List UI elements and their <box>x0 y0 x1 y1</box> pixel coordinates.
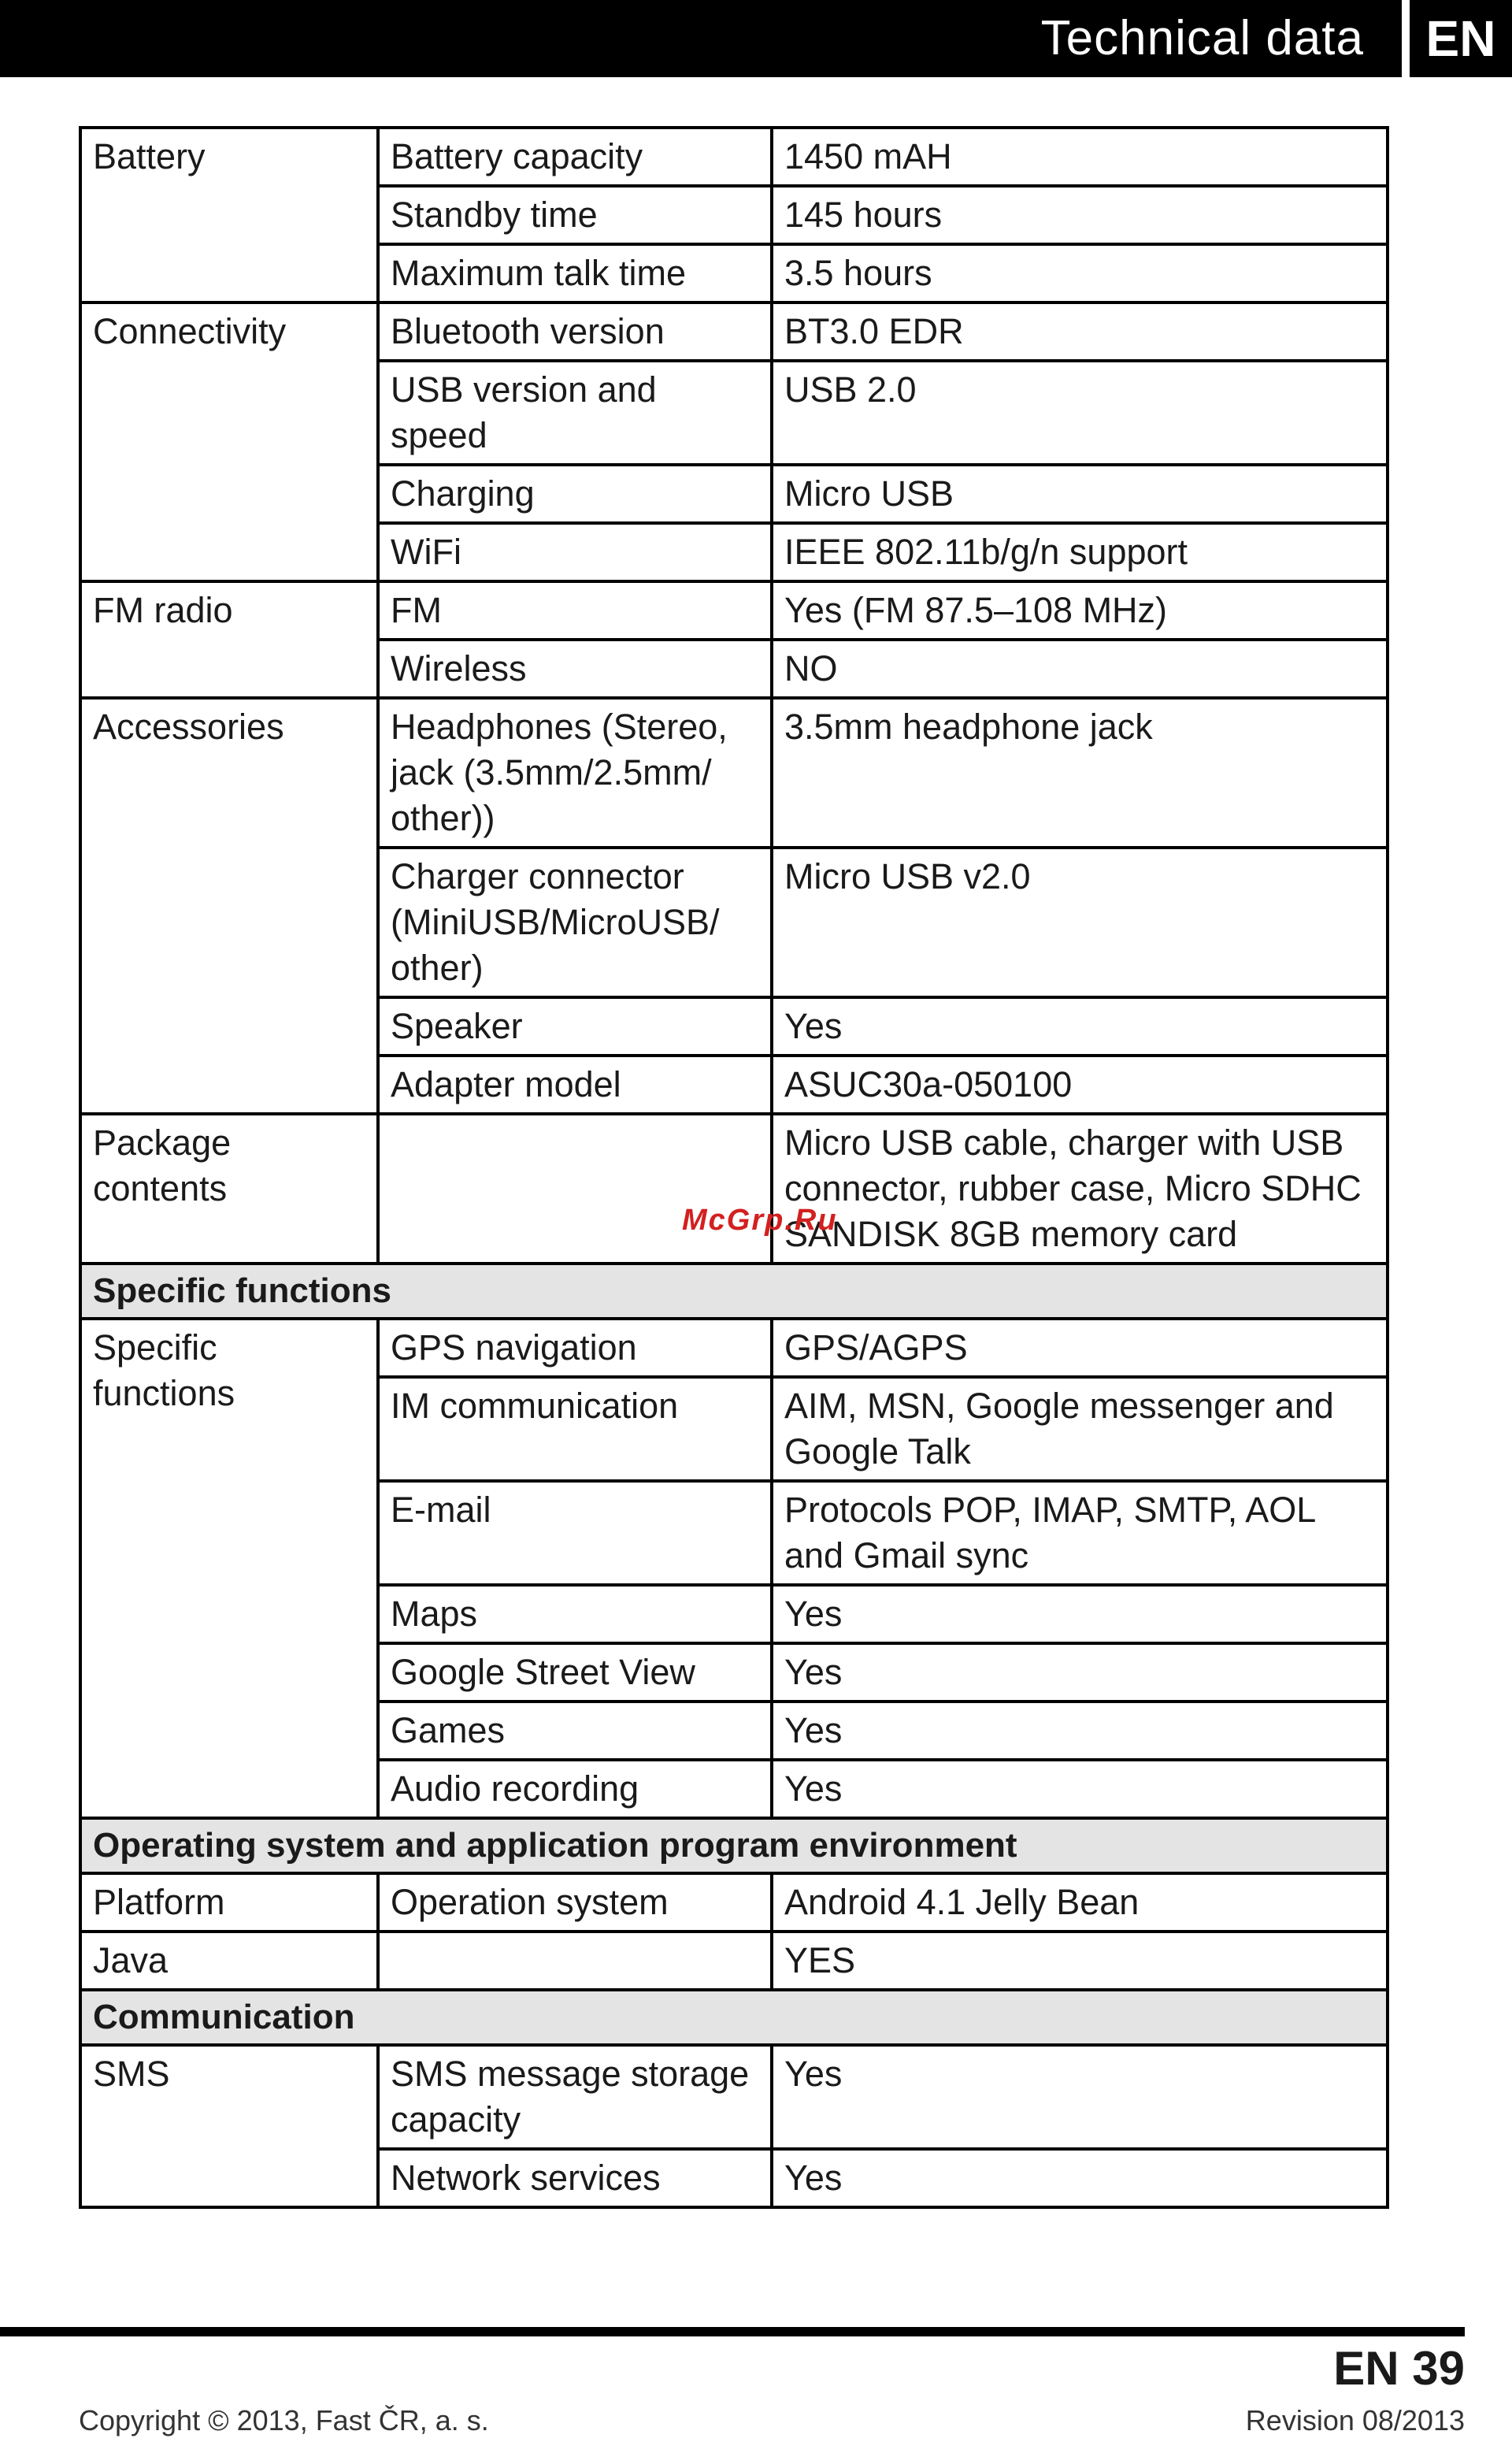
value-cell: AIM, MSN, Google messenger and Google Talk <box>772 1377 1388 1481</box>
category-cell: FM radio <box>80 581 378 698</box>
value-cell: ASUC30a-050100 <box>772 1056 1388 1114</box>
category-cell: Specific functions <box>80 1319 378 1818</box>
value-cell: GPS/AGPS <box>772 1319 1388 1377</box>
section-header-row <box>80 1990 1388 2045</box>
value-cell: Micro USB cable, charger with USB connector, rubber case, Micro SDHC SANDISK 8GB memory card <box>772 1114 1388 1264</box>
param-cell: IM communication <box>378 1377 772 1481</box>
header-bar <box>0 0 1402 77</box>
value-cell: Yes <box>772 1760 1388 1818</box>
param-cell: FM <box>378 581 772 640</box>
category-cell: SMS <box>80 2045 378 2207</box>
param-cell: USB version and speed <box>378 361 772 465</box>
param-cell: Network services <box>378 2149 772 2207</box>
category-cell: Platform <box>80 1873 378 1932</box>
param-cell <box>378 1114 772 1264</box>
param-cell: Wireless <box>378 640 772 698</box>
value-cell: 1450 mAH <box>772 128 1388 186</box>
value-cell: Yes <box>772 2045 1388 2149</box>
section-header: Communication <box>80 1990 1388 2045</box>
param-cell: Battery capacity <box>378 128 772 186</box>
section-header: Operating system and application program environment <box>80 1818 1388 1873</box>
param-cell: Maximum talk time <box>378 244 772 302</box>
value-cell: YES <box>772 1932 1388 1990</box>
value-cell: USB 2.0 <box>772 361 1388 465</box>
param-cell: Operation system <box>378 1873 772 1932</box>
watermark: McGrp.Ru <box>682 1204 838 1237</box>
value-cell: Yes (FM 87.5–108 MHz) <box>772 581 1388 640</box>
param-cell: WiFi <box>378 523 772 581</box>
param-cell: SMS message storage capacity <box>378 2045 772 2149</box>
param-cell <box>378 1932 772 1990</box>
param-cell: Google Street View <box>378 1643 772 1702</box>
value-cell: Micro USB <box>772 465 1388 523</box>
param-cell: Adapter model <box>378 1056 772 1114</box>
value-cell: Yes <box>772 997 1388 1056</box>
param-cell: Charging <box>378 465 772 523</box>
value-cell: 145 hours <box>772 186 1388 244</box>
param-cell: GPS navigation <box>378 1319 772 1377</box>
copyright-text: Copyright © 2013, Fast ČR, a. s. <box>79 2404 489 2436</box>
footer-divider <box>0 2327 1465 2336</box>
value-cell: Android 4.1 Jelly Bean <box>772 1873 1388 1932</box>
param-cell: Bluetooth version <box>378 302 772 361</box>
value-cell: Yes <box>772 1585 1388 1643</box>
category-cell: Accessories <box>80 698 378 1114</box>
category-cell: Connectivity <box>80 302 378 581</box>
page-number: EN 39 <box>1333 2342 1465 2395</box>
page-title: Technical data <box>1040 11 1364 65</box>
table-row <box>80 1873 1388 1932</box>
param-cell: Headphones (Stereo, jack (3.5mm/2.5mm/ other)) <box>378 698 772 848</box>
section-header: Specific functions <box>80 1264 1388 1319</box>
param-cell: Audio recording <box>378 1760 772 1818</box>
param-cell: E-mail <box>378 1481 772 1585</box>
section-header-row <box>80 1818 1388 1873</box>
value-cell: Yes <box>772 1643 1388 1702</box>
table-row <box>80 1932 1388 1990</box>
param-cell: Speaker <box>378 997 772 1056</box>
spec-table <box>79 126 1389 2209</box>
value-cell: 3.5 hours <box>772 244 1388 302</box>
table-row <box>80 581 1388 640</box>
value-cell: IEEE 802.11b/g/n support <box>772 523 1388 581</box>
value-cell: 3.5mm headphone jack <box>772 698 1388 848</box>
param-cell: Standby time <box>378 186 772 244</box>
value-cell: Protocols POP, IMAP, SMTP, AOL and Gmail sync <box>772 1481 1388 1585</box>
table-row <box>80 302 1388 361</box>
param-cell: Maps <box>378 1585 772 1643</box>
category-cell: Package contents <box>80 1114 378 1264</box>
value-cell: BT3.0 EDR <box>772 302 1388 361</box>
table-row <box>80 1319 1388 1377</box>
value-cell: Micro USB v2.0 <box>772 848 1388 997</box>
param-cell: Games <box>378 1702 772 1760</box>
table-row <box>80 2045 1388 2149</box>
table-row <box>80 698 1388 848</box>
revision-text: Revision 08/2013 <box>1245 2404 1465 2436</box>
category-cell: Java <box>80 1932 378 1990</box>
section-header-row <box>80 1264 1388 1319</box>
language-badge: EN <box>1410 0 1512 77</box>
category-cell: Battery <box>80 128 378 302</box>
value-cell: Yes <box>772 2149 1388 2207</box>
value-cell: NO <box>772 640 1388 698</box>
table-row <box>80 1114 1388 1264</box>
table-row <box>80 128 1388 186</box>
value-cell: Yes <box>772 1702 1388 1760</box>
param-cell: Charger connector (MiniUSB/MicroUSB/ other) <box>378 848 772 997</box>
